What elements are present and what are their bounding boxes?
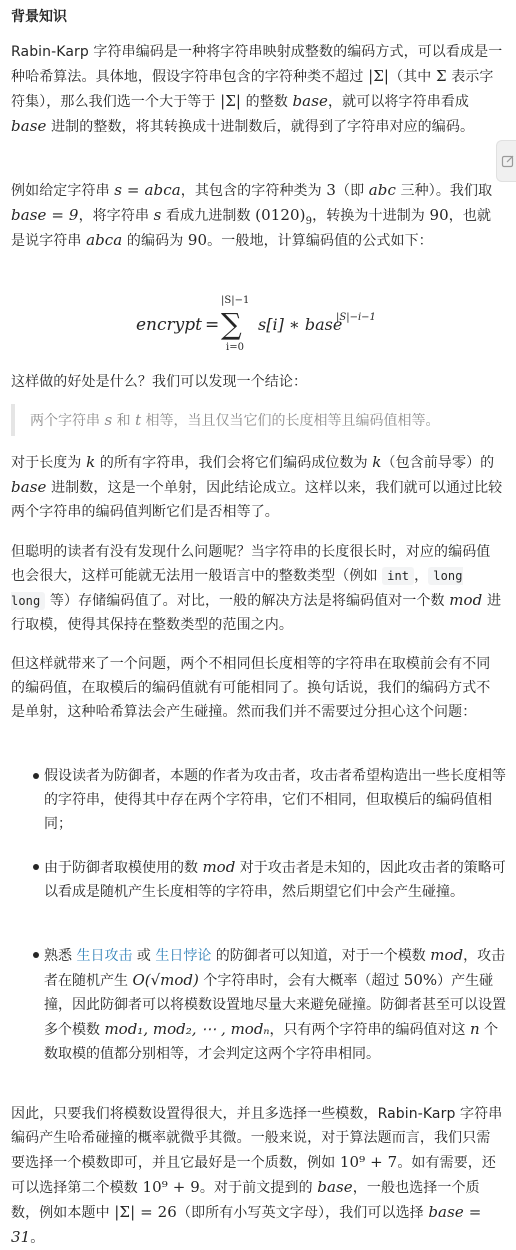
bullet-dot <box>33 864 39 870</box>
formula-lhs: encrypt <box>136 315 202 335</box>
math-sigma: Σ <box>435 67 447 85</box>
formula-exponent: |S|−i−1 <box>336 312 376 323</box>
paragraph-injective: 对于长度为 k 的所有字符串，我们会将它们编码成位数为 k（包含前导零）的 base 进制数，这是一个单射，因此结论成立。这样以来，我们就可以通过比较两个字符串的编码值判断它们是否相等了。 <box>11 453 503 520</box>
math-s-eq-abca: s = abca <box>114 181 181 199</box>
side-feedback-tab[interactable] <box>496 140 516 182</box>
encrypt-formula <box>136 290 396 350</box>
list-item-attacker: 假设读者为防御者，本题的作者为攻击者，攻击者希望构造出一些长度相等的字符串，使得其中存在两个字符串，它们不相同，但取模后的编码值相同； <box>44 768 506 832</box>
list-item-birthday: 熟悉 生日攻击 或 生日悖论 的防御者可以知道，对于一个模数 mod，攻击者在随机产生 O(√mod) 个字符串时，会有大概率（超过 50%）产生碰撞，因此防御者可以将模数设置地尽量大来避免碰撞。防御者甚至可以设置多个模数 mod₁, mod₂, ⋯ , modₙ，只有两个字符串的编码值对这 n 个数取模的值都分别相等，才会判定这两个字符串相同。 <box>44 946 506 1062</box>
paragraph-modulo: 但聪明的读者有没有发现什么问题呢？当字符串的长度很长时，对应的编码值也会很大，这样可能就无法用一般语言中的整数类型（例如 int ， long long 等）存储编码值了。对比，一般的解决方法是将编码值对一个数 mod 进行取模，使得其保持在整数类型的范围之内。 <box>11 544 502 633</box>
math-abs-sigma-2: |Σ| <box>220 92 242 110</box>
formula-sum-lower: i=0 <box>226 342 244 350</box>
list-item-unknown-mod: 由于防御者取模使用的数 mod 对于攻击者是未知的，因此攻击者的策略可以看成是随机产生长度相等的字符串，然后期望它们中会产生碰撞。 <box>44 858 506 900</box>
formula-body: s[i] ∗ base <box>258 315 343 334</box>
math-big-o: O(√mod) <box>132 971 199 989</box>
formula-sum-upper: |S|−1 <box>221 295 250 306</box>
formula-equals: = <box>205 315 220 335</box>
paragraph-collision: 但这样就带来了一个问题，两个不相同但长度相等的字符串在取模前会有不同的编码值，在取模后的编码值就有可能相同了。换句话说，我们的编码方式不是单射，这种哈希算法会产生碰撞。然而我们并不需要过分担心这个问题： <box>11 656 491 720</box>
bullet-dot <box>33 773 39 779</box>
math-base-2: base <box>11 117 47 135</box>
paragraph-advantage: 这样做的好处是什么？我们可以发现一个结论： <box>11 374 308 390</box>
bullet-dot <box>33 952 39 958</box>
code-int: int <box>382 567 414 585</box>
math-base-eq-9: base = 9 <box>11 206 79 224</box>
math-base: base <box>292 92 329 110</box>
math-base9-number: $(0120)_9$ <box>255 206 313 227</box>
link-birthday-paradox[interactable]: 生日悖论 <box>155 948 212 964</box>
feedback-icon <box>501 154 515 168</box>
section-heading: 背景知识 <box>11 9 67 25</box>
math-mod-list: mod₁, mod₂, ⋯ , modₙ <box>104 1020 270 1038</box>
paragraph-example: 例如给定字符串 s = abca，其包含的字符种类为 3（即 abc 三种）。我们取 base = 9，将字符串 s 看成九进制数 $(0120)_9$，转换为十进制为 90，也就是说字符串 abca 的编码为 90。一般地，计算编码值的公式如下： <box>11 181 493 249</box>
code-long-long: long long <box>11 569 463 608</box>
paragraph-intro: Rabin-Karp 字符串编码是一种将字符串映射成整数的编码方式，可以看成是一种哈希算法。具体地，假设字符串包含的字符种类不超过 |Σ|（其中 Σ 表示字符集），那么我们选一个大于等于 |Σ| 的整数 base，就可以将字符串看成 base 进制的整数，将其转换成十进制数后，就得到了字符串对应的编码。 <box>11 44 503 135</box>
formula-sum-sign: ∑ <box>221 307 242 341</box>
math-abs-sigma: |Σ| <box>368 67 390 85</box>
paragraph-conclusion: 因此，只要我们将模数设置得很大，并且多选择一些模数，Rabin-Karp 字符串编码产生哈希碰撞的概率就微乎其微。一般来说，对于算法题而言，我们只需要选择一个模数即可，并且它最好是一个质数，例如 10⁹ + 7。如有需要，还可以选择第二个模数 10⁹ + 9。对于前文提到的 base，一般也选择一个质数，例如本题中 |Σ| = 26（即所有小写英文字母），我们可以选择 base = 31。 <box>11 1106 503 1246</box>
link-birthday-attack[interactable]: 生日攻击 <box>76 948 133 964</box>
conclusion-quote: 两个字符串 s 和 t 相等，当且仅当它们的长度相等且编码值相等。 <box>11 404 503 436</box>
